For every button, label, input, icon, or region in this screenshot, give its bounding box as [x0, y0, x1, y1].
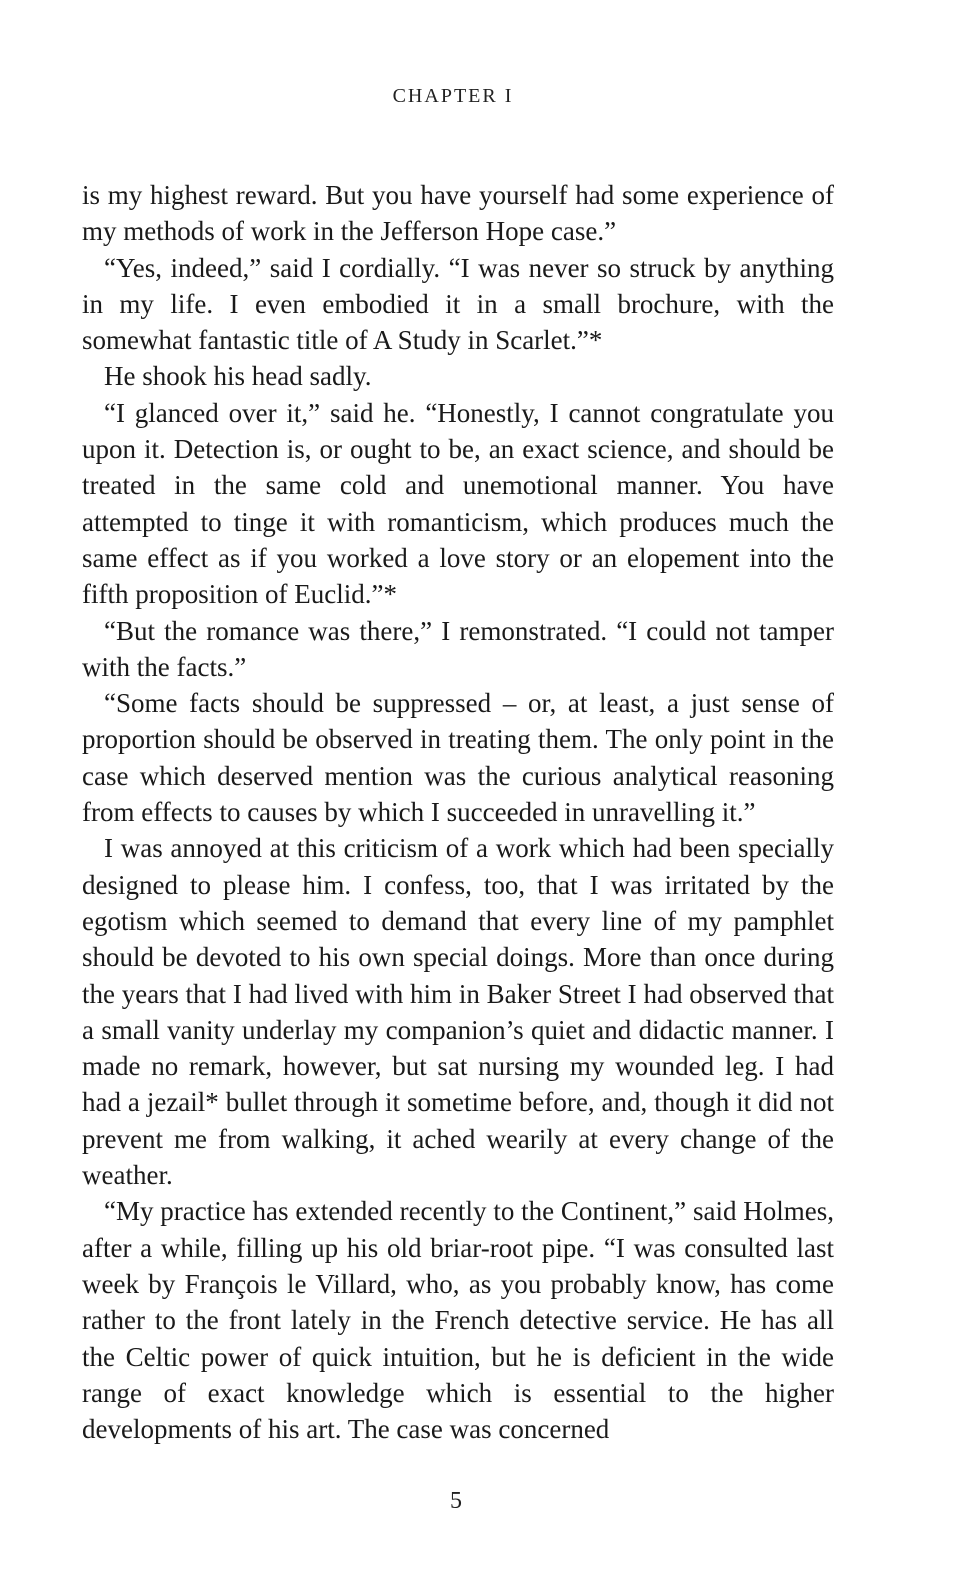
body-text — [82, 177, 834, 1447]
paragraph-2: “Yes, indeed,” said I cordially. “I was never so struck by anything in my life. I even embodied it in a small brochure, with the somewhat fantastic title of A Study in Scarlet.”* — [82, 252, 834, 356]
page-number: 5 — [450, 1488, 462, 1514]
paragraph-5: “But the romance was there,” I remonstrated. “I could not tamper with the facts.” — [82, 615, 834, 682]
paragraph-4: “I glanced over it,” said he. “Honestly, I cannot congratulate you upon it. Detection is, or ought to be, an exact science, and should be treated in the same cold and unemotional manner. You have attempted to tinge it with romanticism, which produces much the same effect as if you worked a love story or an elopement into the fifth proposition of Euclid.”* — [82, 397, 834, 610]
paragraph-6: “Some facts should be suppressed – or, at least, a just sense of proportion should be observed in treating them. The only point in the case which deserved mention was the curious analytical reasoning from effects to causes by which I succeeded in unravelling it.” — [82, 688, 834, 828]
paragraph-1: is my highest reward. But you have yourself had some experience of my methods of work in the Jefferson Hope case.” — [82, 180, 834, 247]
paragraph-7: I was annoyed at this criticism of a work which had been specially designed to please him. I confess, too, that I was irritated by the egotism which seemed to demand that every line of my pamphlet should be devoted to his own special doings. More than once during the years that I had lived with him in Baker Street I had observed that a small vanity underlay my companion’s quiet and didactic manner. I made no remark, however, but sat nursing my wounded leg. I had had a jezail* bullet through it sometime before, and, though it did not prevent me from walking, it ached wearily at every change of the weather. — [82, 833, 834, 1191]
paragraph-8: “My practice has extended recently to the Continent,” said Holmes, after a while, filling up his old briar-root pipe. “I was consulted last week by François le Villard, who, as you probably know, has come rather to the front lately in the French detective service. He has all the Celtic power of quick intuition, but he is deficient in the wide range of exact knowledge which is essential to the higher developments of his art. The case was concerned — [82, 1196, 834, 1445]
running-head: CHAPTER I — [392, 85, 514, 107]
paragraph-3: He shook his head sadly. — [104, 361, 372, 392]
